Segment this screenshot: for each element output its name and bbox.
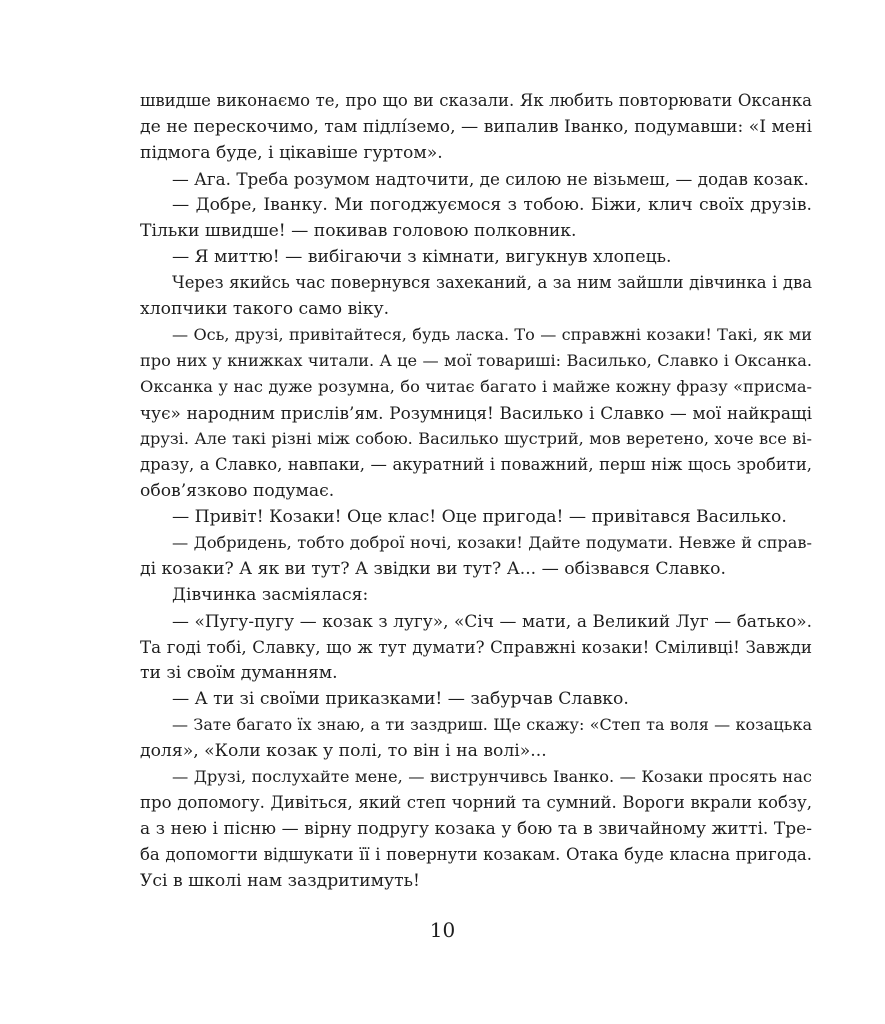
text-line: Тільки швидше! — покивав головою полковник. (140, 221, 577, 241)
text-line: дразу, а Славко, навпаки, — акуратний і поважний, перш ніж щось зробити, (140, 455, 812, 474)
text-line: а з нею і пісню — вірну подругу козака у бою та в звичайному житті. Тре- (140, 819, 812, 839)
text-line: Та годі тобі, Славку, що ж тут думати? Справжні козаки! Сміливці! Завжди (140, 637, 812, 657)
text-line: чує» народним прислів’ям. Розумниця! Василько і Славко — мої найкращі (140, 403, 812, 423)
text-line: де не перескочимо, там підлíземо, — випалив Іванко, подумавши: «І мені (140, 117, 812, 137)
text-line: ти зі своїм думанням. (140, 663, 338, 683)
text-line: — Ага. Треба розумом надточити, де силою не візьмеш, — додав козак. (172, 169, 809, 189)
text-line: — Привіт! Козаки! Оце клас! Оце пригода! — привітався Василько. (172, 507, 787, 527)
body-text (140, 88, 812, 894)
text-line: — Ось, друзі, привітайтеся, будь ласка. То — справжні козаки! Такі, як ми (172, 325, 812, 344)
text-line: Оксанка у нас дуже розумна, бо читає багато і майже кожну фразу «присма- (140, 377, 812, 396)
text-line: Дівчинка засміялася: (172, 585, 369, 605)
text-line: Усі в школі нам заздритимуть! (140, 871, 420, 891)
text-line: — «Пугу-пугу — козак з лугу», «Січ — мати, а Великий Луг — батько». (172, 611, 812, 631)
text-line: — Добре, Іванку. Ми погоджуємося з тобою. Біжи, клич своїх друзів. (172, 195, 812, 215)
text-line: про допомогу. Дивіться, який степ чорний та сумний. Вороги вкрали кобзу, (140, 793, 812, 812)
text-line: друзі. Але такі різні між собою. Василько шустрий, мов веретено, хоче все ві- (140, 429, 812, 448)
text-line: ді козаки? А як ви тут? А звідки ви тут? А... — обізвався Славко. (140, 559, 726, 579)
text-line: швидше виконаємо те, про що ви сказали. Як любить повторювати Оксанка (140, 91, 812, 110)
text-line: ба допомогти відшукати її і повернути козакам. Отака буде класна пригода. (140, 845, 812, 864)
text-line: доля», «Коли козак у полі, то він і на волі»... (140, 741, 547, 761)
text-line: Через якийсь час повернувся захеканий, а за ним зайшли дівчинка і два (172, 273, 812, 292)
text-line: — А ти зі своїми приказками! — забурчав Славко. (172, 689, 629, 709)
page-number: 10 (429, 918, 456, 942)
text-line: — Друзі, послухайте мене, — виструнчивсь Іванко. — Козаки просять нас (172, 767, 812, 786)
text-line: хлопчики такого само віку. (140, 299, 390, 319)
text-line: — Добридень, тобто доброї ночі, козаки! Дайте подумати. Невже й справ- (172, 533, 812, 552)
text-line: підмога буде, і цікавіше гуртом». (140, 143, 443, 163)
text-line: — Я миттю! — вибігаючи з кімнати, вигукнув хлопець. (172, 247, 672, 267)
text-line: обов’язково подумає. (140, 481, 335, 501)
text-line: — Зате багато їх знаю, а ти заздриш. Ще скажу: «Степ та воля — козацька (172, 715, 812, 734)
text-line: про них у книжках читали. А це — мої товариші: Василько, Славко і Оксанка. (140, 351, 812, 370)
